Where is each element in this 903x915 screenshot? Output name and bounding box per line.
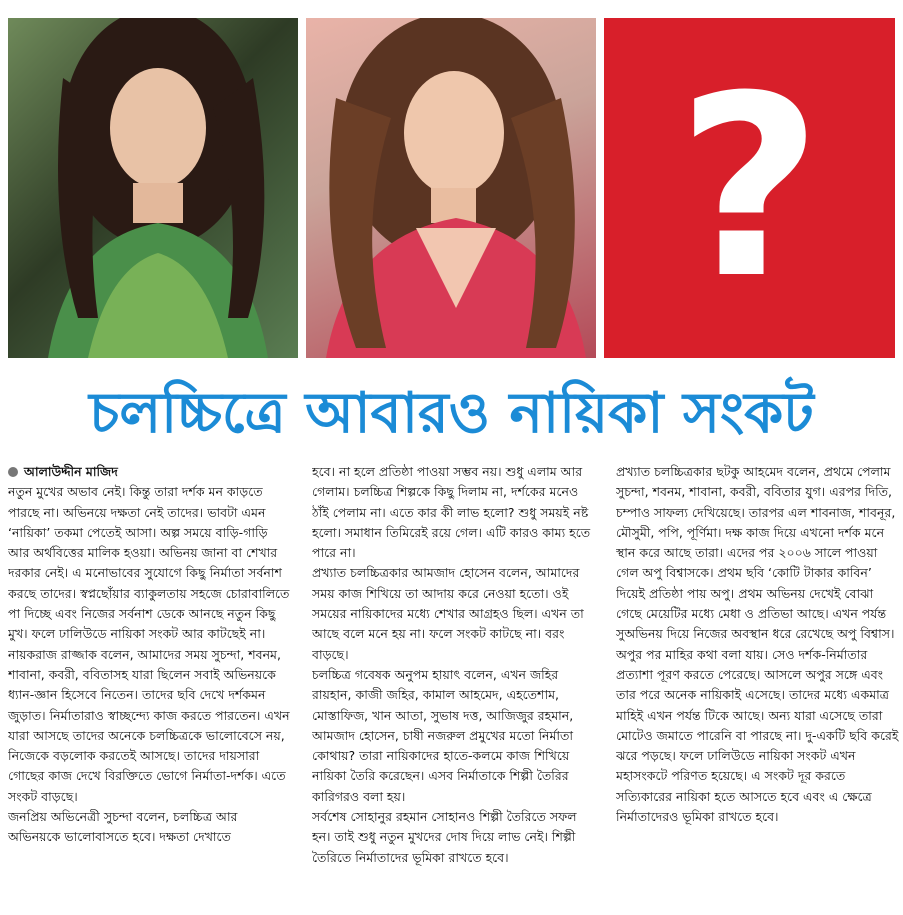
paragraph: প্রখ্যাত চলচ্চিত্রকার ছটকু আহমেদ বলেন, প্রথমে পেলাম সুচন্দা, শবনম, শাবানা, কবরী, ববিতার যুগ। এরপর দিতি, চম্পাও সাফল্য দেখিয়েছে। তারপর এল শাবনাজ, শাবনূর, মৌসুমী, পপি, পূর্ণিমা। দক্ষ কাজ দিয়ে এখনো দর্শক মনে স্থান করে আছে তারা। এদের পর ২০০৬ সালে পাওয়া গেল অপু বিশ্বাসকে। প্রথম ছবি ‘কোটি টাকার কাবিন’ দিয়েই প্রতিষ্ঠা পায় অপু। প্রথম অভিনয় দেখেই বোঝা গেছে মেয়েটির মধ্যে মেধা ও প্রতিভা আছে। এখন পর্যন্ত সুঅভিনয় দিয়ে নিজের অবস্থান ধরে রেখেছে অপু বিশ্বাস। [616,464,896,642]
article-column-3 [616,462,900,912]
actress-photo-left [8,18,298,358]
actress-photo-middle [306,18,596,358]
paragraph: নতুন মুখের অভাব নেই। কিন্তু তারা দর্শক মন কাড়তে পারছে না। অভিনয়ে দক্ষতা নেই তাদের। ভাবটা এমন ‘নায়িকা’ তকমা পেতেই আসা। অল্প সময়ে বাড়ি-গাড়ি আর অর্থবিত্তের মালিক হওয়া। অভিনয় জানা বা শেখার দরকার নেই। এ মনোভাবের সুযোগে কিছু নির্মাতা সর্বনাশ করছে তাদের। স্বপ্নছোঁয়ার ব্যাকুলতায় সহজে চোরাবালিতে পা দিচ্ছে এবং নিজের সর্বনাশ ডেকে আনছে নতুন কিছু মুখ। ফলে ঢালিউডে নায়িকা সংকট আর কাটছেই না। [8,484,290,642]
paragraph: সর্বশেষ সোহানুর রহমান সোহানও শিল্পী তৈরিতে সফল হন। তাই শুধু নতুন মুখদের দোষ দিয়ে লাভ নেই। শিল্পী তৈরিতে নির্মাতাদের ভূমিকা রাখতে হবে। [312,809,577,865]
article-column-1 [8,462,292,912]
paragraph: অপুর পর মাহির কথা বলা যায়। সেও দর্শক-নির্মাতার প্রত্যাশা পূরণ করতে পেরেছে। আসলে অপুর সঙ্গে এবং তার পরে অনেক নায়িকাই এসেছে। তাদের মধ্যে একমাত্র মাহিই এখন পর্যন্ত টিকে আছে। অন্য যারা এসেছে তারা মোটেও জমাতে পারেনি বা পারছে না। দু-একটি ছবি করেই ঝরে পড়ছে। ফলে ঢালিউডে নায়িকা সংকট এখন মহাসংকটে পরিণত হয়েছে। এ সংকট দূর করতে সত্যিকারের নায়িকা হতে আসতে হবে এবং এ ক্ষেত্রে নির্মাতাদেরও ভূমিকা রাখতে হবে। [616,646,899,825]
paragraph: নায়করাজ রাজ্জাক বলেন, আমাদের সময় সুচন্দা, শবনম, শাবানা, কবরী, ববিতাসহ যারা ছিলেন সবাই অভিনয়কে ধ্যান-জ্ঞান হিসেবে নিতেন। তাদের ছবি দেখে দর্শকমন জুড়াত। নির্মাতারাও স্বাচ্ছন্দ্যে কাজ করতে পারতেন। এখন যারা আসছে তাদের অনেকে চলচ্চিত্রকে ভালোবেসে নয়, নিজেকে বড়লোক করতেই আসছে। তাদের দায়সারা গোছের কাজ দেখে বিরক্তিতে ভোগে নির্মাতা-দর্শক। এতে সংকট বাড়ছে। [8,646,290,804]
byline [8,462,292,482]
question-mark-icon: ? [676,42,823,333]
paragraph: প্রখ্যাত চলচ্চিত্রকার আমজাদ হোসেন বলেন, আমাদের সময় কাজ শিখিয়ে তা আদায় করে নেওয়া হতো। ওই সময়ের নায়িকাদের মধ্যে শেখার আগ্রহও ছিল। এখন তা আছে বলে মনে হয় না। ফলে সংকট কাটছে না। বরং বাড়ছে। [312,565,584,662]
mystery-question-panel [604,18,895,358]
author-name: আলাউদ্দীন মাজিদ [24,464,118,479]
bullet-icon [8,467,18,477]
headline: চলচ্চিত্রে আবারও নায়িকা সংকট [89,381,814,446]
paragraph: হবে। না হলে প্রতিষ্ঠা পাওয়া সম্ভব নয়। শুধু এলাম আর গেলাম। চলচ্চিত্র শিল্পকে কিছু দিলাম না, দর্শকের মনেও ঠাঁই পেলাম না। এতে কার কী লাভ হলো? শুধু সময়ই নষ্ট হলো। সমাধান তিমিরেই রয়ে গেল। এটি কারও কাম্য হতে পারে না। [312,464,591,561]
paragraph: চলচ্চিত্র গবেষক অনুপম হায়াৎ বলেন, এখন জহির রায়হান, কাজী জহির, কামাল আহমেদ, এহতেশাম, মোস্তাফিজ, খান আতা, সুভাষ দত্ত, আজিজুর রহমান, আমজাদ হোসেন, চাষী নজরুল প্রমুখের মতো নির্মাতা কোথায়? তারা নায়িকাদের হাতে-কলমে কাজ শিখিয়ে নায়িকা তৈরি করেছেন। এসব নির্মাতাকে শিল্পী তৈরির কারিগরও বলা হয়। [312,666,574,804]
paragraph: জনপ্রিয় অভিনেত্রী সুচন্দা বলেন, চলচ্চিত্র আর অভিনয়কে ভালোবাসতে হবে। দক্ষতা দেখাতে [8,809,238,845]
article-column-2 [312,462,596,912]
